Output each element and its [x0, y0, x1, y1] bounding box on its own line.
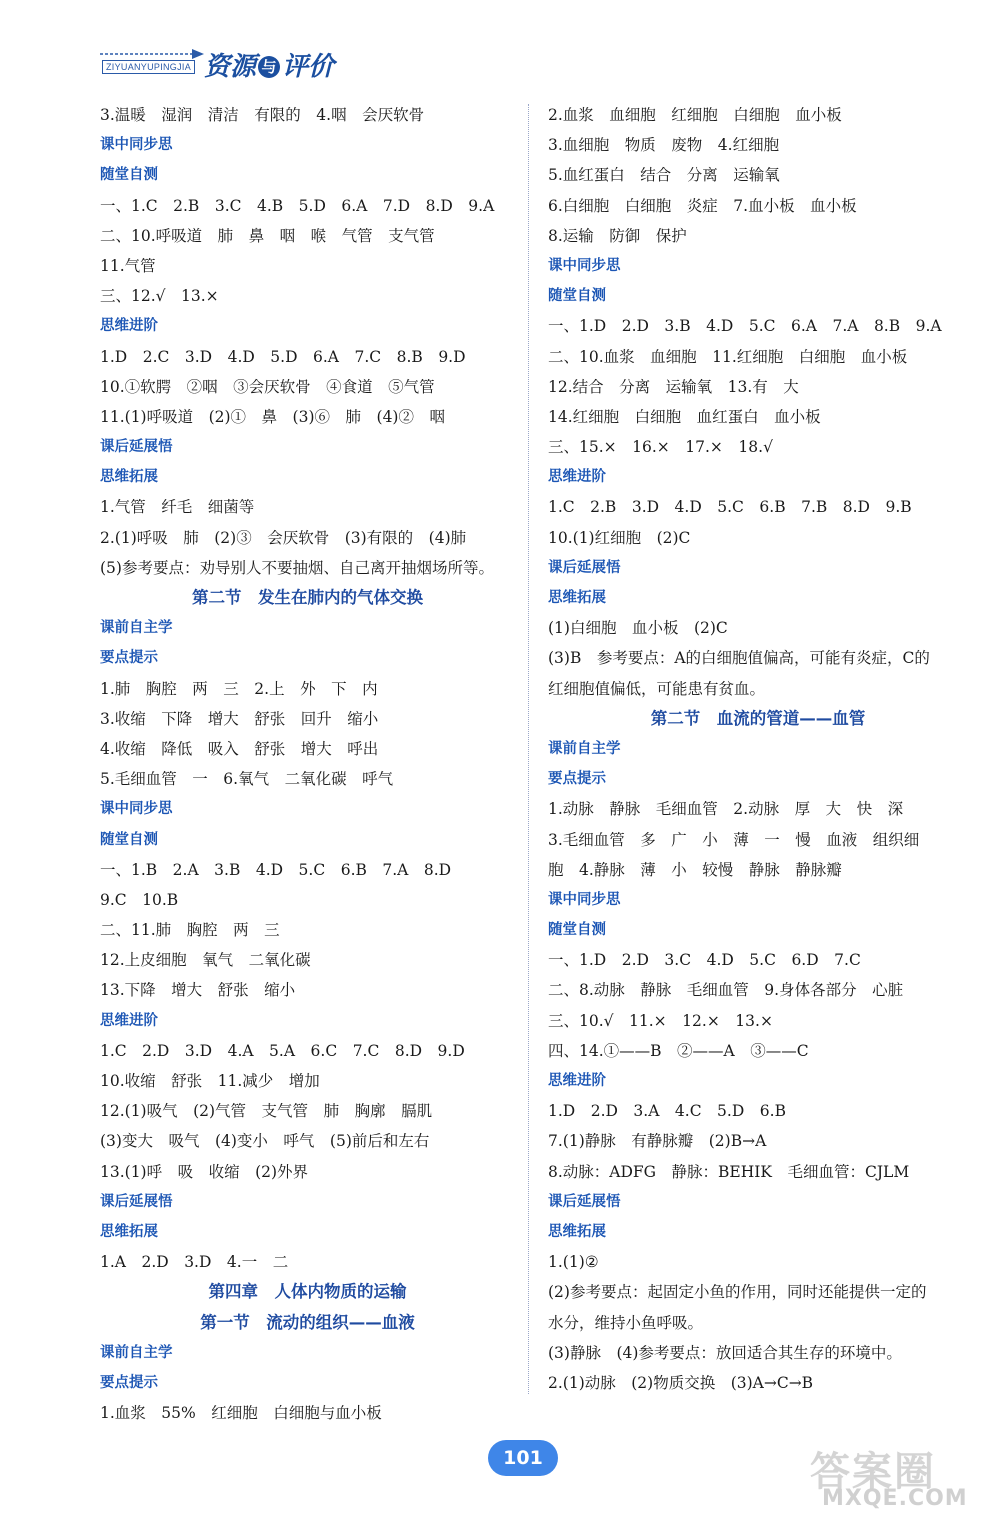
left-column	[100, 100, 515, 1428]
left-answer-line: 一、1.B 2.A 3.B 4.D 5.C 6.B 7.A 8.D	[100, 860, 452, 879]
left-section-title: 第四章 人体内物质的运输	[208, 1282, 407, 1302]
right-answer-line: 12.结合 分离 运输氧 13.有 大	[548, 377, 799, 396]
left-section-heading: 思维进阶	[100, 1012, 158, 1029]
left-section-heading: 课前自主学	[100, 620, 173, 637]
left-answer-line: 11.(1)呼吸道 (2)① 鼻 (3)⑥ 肺 (4)② 咽	[100, 407, 445, 426]
right-section-heading: 思维拓展	[548, 590, 606, 606]
left-section-title: 第一节 流动的组织——血液	[200, 1312, 415, 1332]
right-answer-line: 8.动脉：ADFG 静脉：BEHIK 毛细血管：CJLM	[548, 1162, 910, 1181]
right-answer-line: 三、15.× 16.× 17.× 18.√	[548, 438, 773, 457]
right-answer-line: 四、14.①——B ②——A ③——C	[548, 1041, 809, 1060]
left-section-heading: 课前自主学	[100, 1344, 173, 1361]
left-section-heading: 课中同步思	[100, 801, 173, 818]
right-answer-line: 二、10.血浆 血细胞 11.红细胞 白细胞 血小板	[548, 347, 908, 366]
left-answer-line: 11.气管	[100, 256, 156, 275]
left-answer-line: 3.温暖 湿润 清洁 有限的 4.咽 会厌软骨	[100, 106, 425, 124]
left-answer-line: 1.A 2.D 3.D 4.一 二	[100, 1253, 289, 1272]
header-pinyin: ZIYUANYUPINGJIA	[102, 60, 195, 74]
brand-text-b: 评价	[282, 52, 335, 82]
right-answer-line: 一、1.D 2.D 3.C 4.D 5.C 6.D 7.C	[548, 951, 861, 970]
right-answer-line: 7.(1)静脉 有静脉瓣 (2)B→A	[548, 1132, 767, 1151]
left-answer-line: 二、10.呼吸道 肺 鼻 咽 喉 气管 支气管	[100, 226, 435, 245]
right-answer-line: 1.动脉 静脉 毛细血管 2.动脉 厚 大 快 深	[548, 800, 904, 819]
left-answer-line: 一、1.C 2.B 3.C 4.B 5.D 6.A 7.D 8.D 9.A	[100, 196, 495, 215]
right-answer-line: 一、1.D 2.D 3.B 4.D 5.C 6.A 7.A 8.B 9.A	[548, 317, 942, 336]
right-section-heading: 随堂自测	[548, 922, 606, 939]
left-section-heading: 课中同步思	[100, 137, 173, 154]
right-section-heading: 思维进阶	[548, 469, 606, 486]
left-answer-line: 12.(1)吸气 (2)气管 支气管 肺 胸廓 膈肌	[100, 1102, 433, 1121]
right-section-heading: 要点提示	[548, 771, 606, 788]
right-answer-line: 胞 4.静脉 薄 小 较慢 静脉 静脉瓣	[548, 860, 842, 879]
right-section-heading: 随堂自测	[548, 288, 606, 305]
right-answer-line: 2.血浆 血细胞 红细胞 白细胞 血小板	[548, 106, 842, 124]
right-answer-line: (3)B 参考要点：A的白细胞值偏高，可能有炎症，C的	[548, 649, 930, 668]
left-answer-line: 3.收缩 下降 增大 舒张 回升 缩小	[100, 709, 379, 728]
left-section-title: 第二节 发生在肺内的气体交换	[192, 588, 423, 607]
right-answer-line: 1.C 2.B 3.D 4.D 5.C 6.B 7.B 8.D 9.B	[548, 498, 912, 517]
right-answer-line: 水分，维持小鱼呼吸。	[548, 1313, 704, 1332]
watermark-url: MXQE.COM	[822, 1486, 968, 1511]
column-divider	[528, 104, 529, 1394]
left-answer-line: 9.C 10.B	[100, 890, 179, 909]
right-answer-line: 3.血细胞 物质 废物 4.红细胞	[548, 136, 780, 155]
left-answer-line: 13.(1)呼 吸 收缩 (2)外界	[100, 1162, 309, 1181]
left-section-heading: 要点提示	[100, 650, 158, 667]
right-answer-line: 8.运输 防御 保护	[548, 226, 687, 245]
right-answer-line: 3.毛细血管 多 广 小 薄 一 慢 血液 组织细	[548, 830, 920, 849]
left-answer-line: 2.(1)呼吸 肺 (2)③ 会厌软骨 (3)有限的 (4)肺	[100, 528, 467, 547]
left-section-heading: 思维拓展	[100, 1223, 158, 1240]
left-answer-line: 10.①软腭 ②咽 ③会厌软骨 ④食道 ⑤气管	[100, 377, 435, 396]
right-section-heading: 课后延展悟	[548, 559, 621, 576]
right-section-heading: 思维拓展	[548, 1223, 606, 1240]
right-section-heading: 思维进阶	[548, 1073, 606, 1089]
left-answer-line: 1.C 2.D 3.D 4.A 5.A 6.C 7.C 8.D 9.D	[100, 1041, 465, 1060]
left-answer-line: 二、11.肺 胸腔 两 三	[100, 921, 280, 940]
right-answer-line: (1)白细胞 血小板 (2)C	[548, 619, 728, 638]
left-answer-line: 13.下降 增大 舒张 缩小	[100, 981, 296, 1000]
watermark-logo	[800, 1440, 990, 1516]
left-section-heading: 课后延展悟	[100, 1193, 173, 1210]
left-answer-line: (5)参考要点：劝导别人不要抽烟、自己离开抽烟场所等。	[100, 558, 494, 577]
left-answer-line: 1.肺 胸腔 两 三 2.上 外 下 内	[100, 679, 378, 698]
right-answer-line: 1.D 2.D 3.A 4.C 5.D 6.B	[548, 1102, 786, 1121]
left-answer-line: 10.收缩 舒张 11.减少 增加	[100, 1072, 320, 1090]
left-answer-line: 4.收缩 降低 吸入 舒张 增大 呼出	[100, 739, 379, 758]
left-section-heading: 思维进阶	[100, 318, 158, 335]
right-section-title: 第二节 血流的管道——血管	[650, 708, 866, 728]
left-answer-line: (3)变大 吸气 (4)变小 呼气 (5)前后和左右	[100, 1132, 430, 1151]
left-section-heading: 思维拓展	[100, 469, 158, 486]
left-section-heading: 随堂自测	[100, 831, 158, 848]
right-section-heading: 课前自主学	[548, 740, 621, 757]
right-answer-line: 三、10.√ 11.× 12.× 13.×	[548, 1011, 773, 1030]
left-section-heading: 课后延展悟	[100, 439, 173, 456]
left-answer-line: 1.D 2.C 3.D 4.D 5.D 6.A 7.C 8.B 9.D	[100, 347, 466, 366]
left-section-heading: 随堂自测	[100, 167, 158, 184]
left-answer-line: 12.上皮细胞 氧气 二氧化碳	[100, 951, 311, 970]
left-answer-line: 1.气管 纤毛 细菌等	[100, 498, 255, 517]
right-answer-line: 1.(1)②	[548, 1253, 599, 1272]
left-answer-line: 5.毛细血管 一 6.氧气 二氧化碳 呼气	[100, 770, 394, 789]
right-answer-line: (3)静脉 (4)参考要点：放回适合其生存的环境中。	[548, 1343, 902, 1362]
right-section-heading: 课后延展悟	[548, 1193, 621, 1210]
left-answer-line: 三、12.√ 13.×	[100, 287, 219, 306]
header-brand	[204, 46, 334, 83]
right-column	[548, 100, 968, 1398]
right-answer-line: 6.白细胞 白细胞 炎症 7.血小板 血小板	[548, 196, 857, 215]
page-number-badge: 101	[488, 1440, 558, 1476]
right-answer-line: 14.红细胞 白细胞 血红蛋白 血小板	[548, 407, 821, 426]
left-section-heading: 要点提示	[100, 1374, 158, 1391]
brand-amp-badge: 与	[258, 56, 280, 78]
brand-text-a: 资源	[204, 52, 257, 82]
right-answer-line: 2.(1)动脉 (2)物质交换 (3)A→C→B	[548, 1373, 814, 1392]
right-answer-line: 红细胞值偏低，可能患有贫血。	[548, 679, 766, 698]
right-answer-line: 5.血红蛋白 结合 分离 运输氧	[548, 166, 780, 185]
right-section-heading: 课中同步思	[548, 891, 621, 908]
right-answer-line: 二、8.动脉 静脉 毛细血管 9.身体各部分 心脏	[548, 981, 904, 1000]
watermark-text: 答案圈	[810, 1449, 936, 1495]
right-answer-line: (2)参考要点：起固定小鱼的作用，同时还能提供一定的	[548, 1283, 927, 1302]
left-answer-line: 1.血浆 55% 红细胞 白细胞与血小板	[100, 1404, 382, 1423]
arrow-icon	[96, 48, 206, 60]
right-section-heading: 课中同步思	[548, 257, 621, 274]
right-answer-line: 10.(1)红细胞 (2)C	[548, 528, 691, 547]
book-header	[96, 40, 366, 84]
